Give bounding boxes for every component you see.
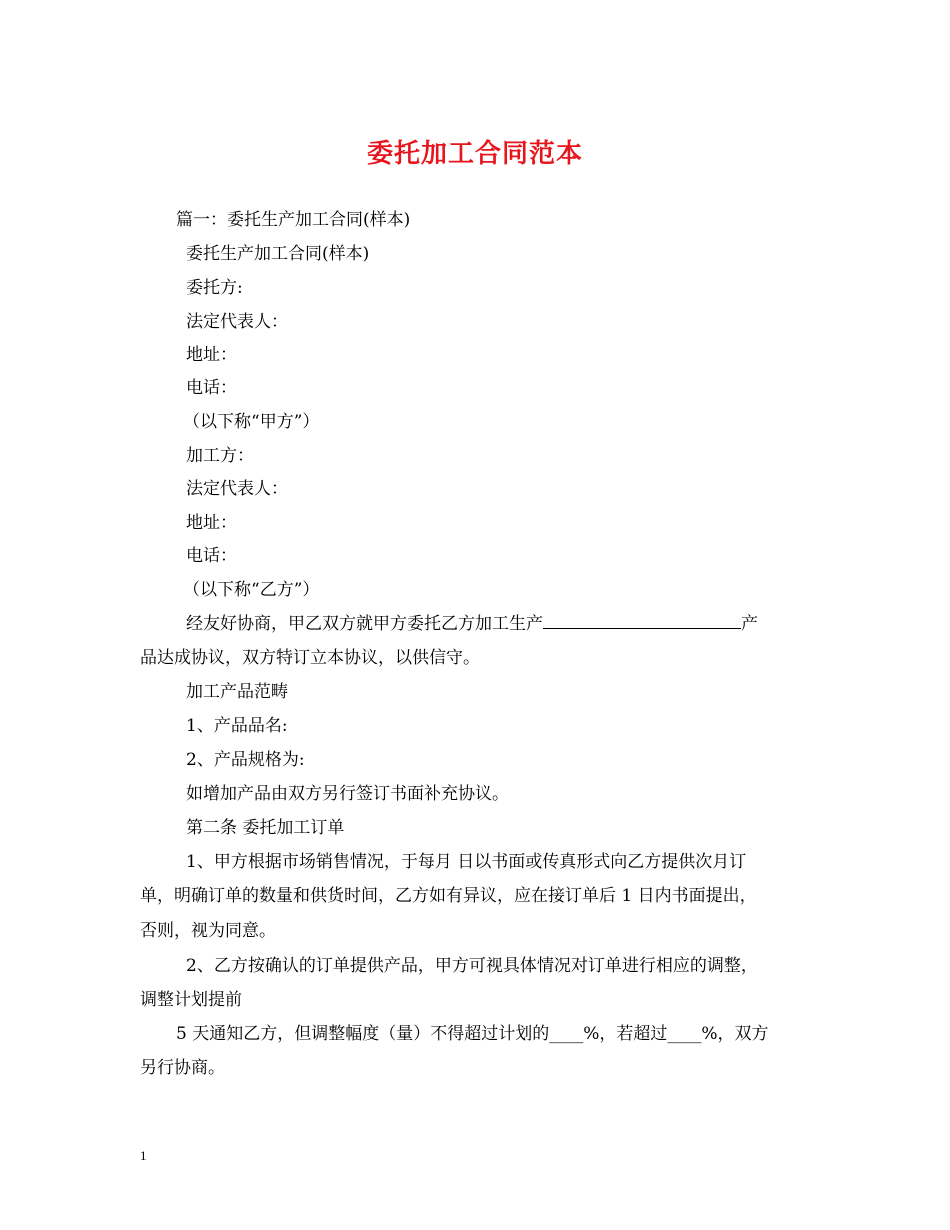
party-b-label: 加工方： <box>186 446 254 466</box>
clause-1-line-1: 1、甲方根据市场销售情况，于每月 日以书面或传真形式向乙方提供次月订 <box>186 852 747 872</box>
article-two-heading: 第二条 委托加工订单 <box>186 818 345 838</box>
clause-2-line-1: 2、乙方按确认的订单提供产品，甲方可视具体情况对订单进行相应的调整， <box>186 956 758 976</box>
clause-1-line-2: 单，明确订单的数量和供货时间，乙方如有异议，应在接订单后 1 日内书面提出， <box>140 886 757 906</box>
contract-name: 委托生产加工合同(样本) <box>186 244 370 264</box>
section-heading: 篇一：委托生产加工合同(样本) <box>176 210 411 230</box>
clause-2-line-3: 5 天通知乙方，但调整幅度（量）不得超过计划的____%，若超过____%，双方 <box>176 1024 769 1044</box>
page-number: 1 <box>140 1148 147 1163</box>
product-addition-note: 如增加产品由双方另行签订书面补充协议。 <box>186 784 509 804</box>
party-b-alias: （以下称“乙方”） <box>183 580 320 600</box>
agreement-intro-text: 经友好协商，甲乙双方就甲方委托乙方加工生产 <box>186 614 543 634</box>
party-b-representative: 法定代表人： <box>186 479 288 499</box>
agreement-intro-continued: 品达成协议，双方特订立本协议，以供信守。 <box>140 648 480 668</box>
clause-2-line-4: 另行协商。 <box>140 1058 225 1078</box>
clause-2-line-2: 调整计划提前 <box>140 990 242 1010</box>
agreement-intro-tail: 产 <box>741 614 758 634</box>
product-spec-item: 2、产品规格为: <box>186 750 305 770</box>
product-scope-heading: 加工产品范畴 <box>186 682 288 702</box>
party-b-phone: 电话： <box>186 546 237 566</box>
product-name-item: 1、产品品名: <box>186 716 288 736</box>
party-a-representative: 法定代表人： <box>186 312 288 332</box>
clause-1-line-3: 否则，视为同意。 <box>140 921 276 941</box>
document-title: 委托加工合同范本 <box>366 139 583 169</box>
product-blank <box>543 612 741 629</box>
party-a-address: 地址： <box>186 345 237 365</box>
party-a-alias: （以下称“甲方”） <box>183 412 320 432</box>
party-a-phone: 电话： <box>186 378 237 398</box>
party-b-address: 地址： <box>186 513 237 533</box>
party-a-label: 委托方: <box>186 278 243 298</box>
agreement-intro-line <box>186 612 758 636</box>
